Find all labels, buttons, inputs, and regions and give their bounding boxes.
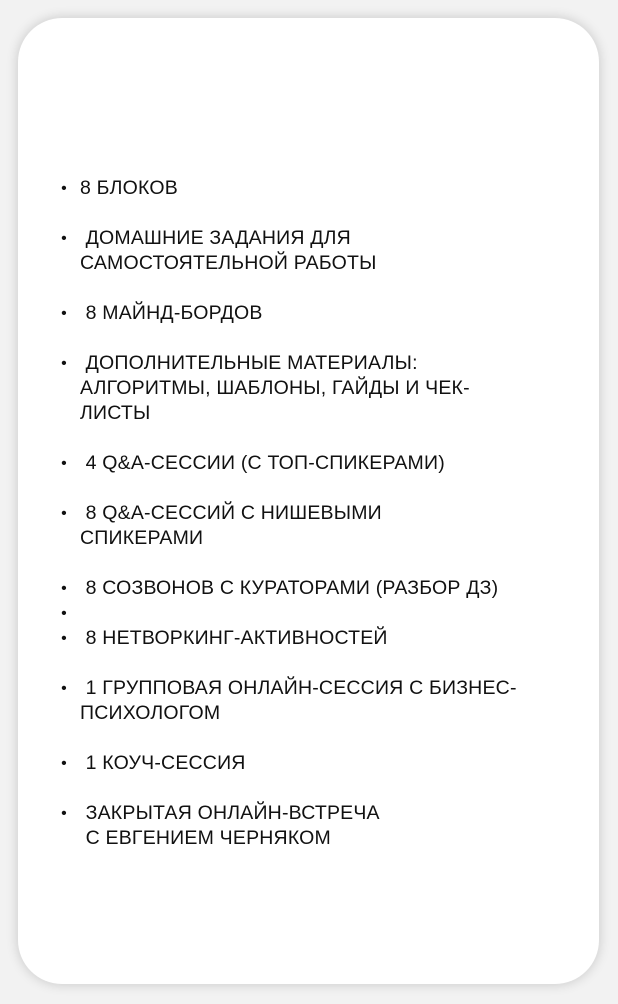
bullet-icon: • [61,355,67,372]
bullet-icon: • [61,230,67,247]
list-item [18,226,599,276]
list-item-text: 8 МАЙНД-БОРДОВ [80,302,263,324]
list-item-text: ЗАКРЫТАЯ ОНЛАЙН-ВСТРЕЧА С ЕВГЕНИЕМ ЧЕРНЯКОМ [85,802,380,849]
list-item [18,801,599,851]
list-item [18,301,599,326]
list-item-text: 8 Q&A-СЕССИЙ С НИШЕВЫМИ СПИКЕРАМИ [80,502,382,549]
list-item-text: 4 Q&A-СЕССИИ (С ТОП-СПИКЕРАМИ) [80,452,445,474]
list-item [18,501,599,551]
list-item [18,751,599,776]
bullet-icon: • [61,180,67,197]
list-spacer [18,476,599,501]
list-spacer [18,201,599,226]
list-item [18,576,599,601]
list-spacer [18,276,599,301]
bullet-icon: • [61,680,67,697]
list-item-text: 8 СОЗВОНОВ С КУРАТОРАМИ (РАЗБОР ДЗ) [80,577,499,599]
bullet-icon: • [61,805,67,822]
list-item [18,176,599,201]
list-item [18,351,599,426]
list-item-text: 8 НЕТВОРКИНГ-АКТИВНОСТЕЙ [80,627,388,649]
list-item [18,676,599,726]
feature-card [18,18,599,984]
list-spacer [18,776,599,801]
list-item-text: ДОПОЛНИТЕЛЬНЫЕ МАТЕРИАЛЫ: АЛГОРИТМЫ, ШАБЛОНЫ, ГАЙДЫ И ЧЕК- ЛИСТЫ [80,352,470,424]
list-item-text: 1 ГРУППОВАЯ ОНЛАЙН-СЕССИЯ С БИЗНЕС- ПСИХОЛОГОМ [80,677,517,724]
bullet-icon: • [61,305,67,322]
bullet-icon: • [61,605,67,622]
list-item-text: ДОМАШНИЕ ЗАДАНИЯ ДЛЯ САМОСТОЯТЕЛЬНОЙ РАБОТЫ [80,227,377,274]
list-item [18,626,599,651]
list-item [18,451,599,476]
list-spacer [18,426,599,451]
list-spacer [18,726,599,751]
feature-list [18,176,599,851]
list-item [18,601,599,626]
list-item-text: 8 БЛОКОВ [80,177,178,199]
list-spacer [18,326,599,351]
bullet-icon: • [61,455,67,472]
list-spacer [18,551,599,576]
list-spacer [18,651,599,676]
bullet-icon: • [61,755,67,772]
list-item-text: 1 КОУЧ-СЕССИЯ [80,752,246,774]
bullet-icon: • [61,630,67,647]
bullet-icon: • [61,580,67,597]
bullet-icon: • [61,505,67,522]
